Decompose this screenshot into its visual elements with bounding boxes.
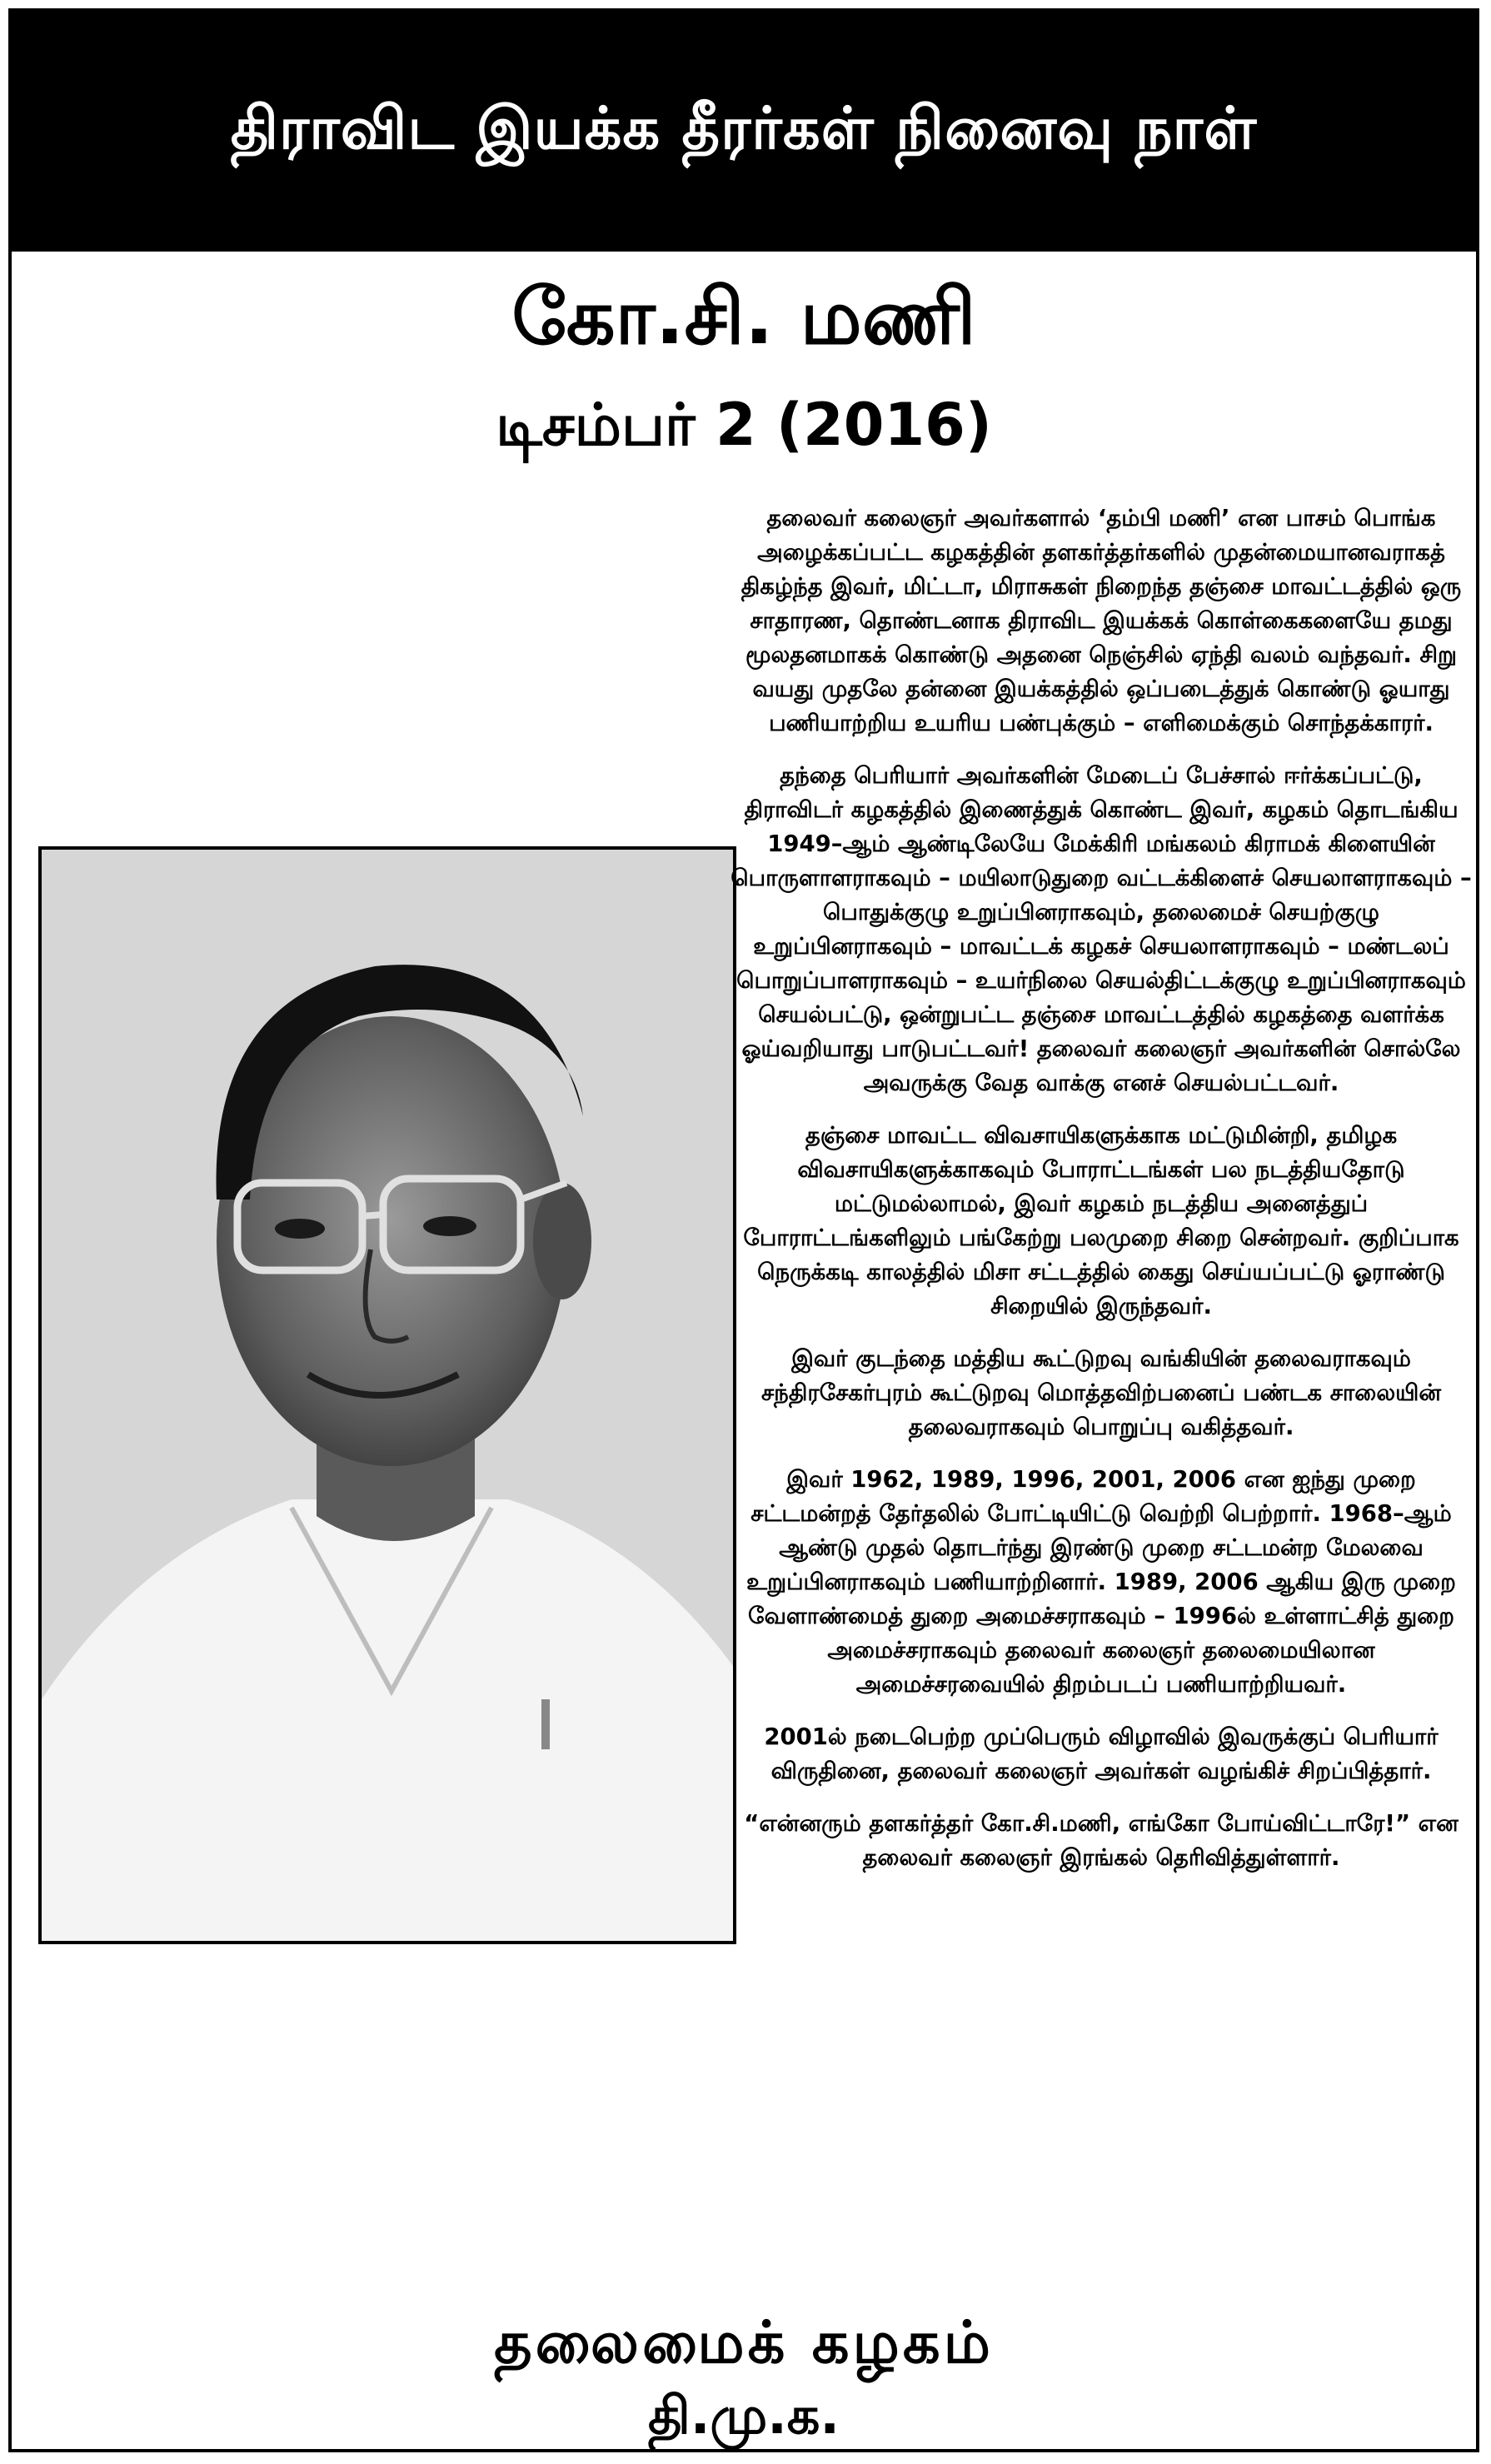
portrait-illustration (42, 850, 733, 1941)
portrait-photo (38, 846, 736, 1944)
paragraph: தந்தை பெரியார் அவர்களின் மேடைப் பேச்சால் ஈர்க்கப்பட்டு, திராவிடர் கழகத்தில் இணைத்துக் கொண்ட இவர், கழகம் தொடங்கிய 1949–ஆம் ஆண்டிலேயே மேக்கிரி மங்கலம் கிராமக் கிளையின் பொருளாளராகவும் – மயிலாடுதுறை வட்டக்கிளைச் செயலாளராகவும் – பொதுக்குழு உறுப்பினராகவும், தலைமைச் செயற்குழு உறுப்பினராகவும் – மாவட்டக் கழகச் செயலாளராகவும் – மண்டலப் பொறுப்பாளராகவும் – உயர்நிலை செயல்திட்டக்குழு உறுப்பினராகவும் செயல்பட்டு, ஒன்றுபட்ட தஞ்சை மாவட்டத்தில் கழகத்தை வளர்க்க ஓய்வறியாது பாடுபட்டவர்! தலைவர் கலைஞர் அவர்களின் சொல்லே அவருக்கு வேத வாக்கு எனச் செயல்பட்டவர். (731, 762, 1472, 1096)
banner (12, 12, 1476, 252)
biography-text (730, 501, 1473, 1893)
paragraph: இவர் குடந்தை மத்திய கூட்டுறவு வங்கியின் தலைவராகவும் சந்திரசேகர்புரம் கூட்டுறவு மொத்தவிற்பனைப் பண்டக சாலையின் தலைவராகவும் பொறுப்பு வகித்தவர். (760, 1345, 1442, 1440)
paragraph: 2001ல் நடைபெற்ற முப்பெரும் விழாவில் இவருக்குப் பெரியார் விருதினை, தலைவர் கலைஞர் அவர்கள் வழங்கிச் சிறப்பித்தார். (764, 1723, 1439, 1784)
paragraph: இவர் 1962, 1989, 1996, 2001, 2006 என ஐந்து முறை சட்டமன்றத் தேர்தலில் போட்டியிட்டு வெற்றி பெற்றார். 1968–ஆம் ஆண்டு முதல் தொடர்ந்து இரண்டு முறை சட்டமன்ற மேலவை உறுப்பினராகவும் பணியாற்றினார். 1989, 2006 ஆகிய இரு முறை வேளாண்மைத் துறை அமைச்சராகவும் – 1996ல் உள்ளாட்சித் துறை அமைச்சராகவும் தலைவர் கலைஞர் தலைமையிலான அமைச்சரவையில் திறம்படப் பணியாற்றியவர். (746, 1466, 1456, 1698)
paragraph: தலைவர் கலைஞர் அவர்களால் ‘தம்பி மணி’ என பாசம் பொங்க அழைக்கப்பட்ட கழகத்தின் தளகர்த்தர்களில் முதன்மையானவராகத் திகழ்ந்த இவர், மிட்டா, மிராசுகள் நிறைந்த தஞ்சை மாவட்டத்தில் ஒரு சாதாரண, தொண்டனாக திராவிட இயக்கக் கொள்கைகளையே தமது மூலதனமாகக் கொண்டு அதனை நெஞ்சில் ஏந்தி வலம் வந்தவர். சிறு வயது முதலே தன்னை இயக்கத்தில் ஒப்படைத்துக் கொண்டு ஓயாது பணியாற்றிய உயரிய பண்புக்கும் – எளிமைக்கும் சொந்தக்காரர். (741, 505, 1462, 736)
paragraph: “என்னரும் தளகர்த்தர் கோ.சி.மணி, எங்கோ போய்விட்டாரே!” என தலைவர் கலைஞர் இரங்கல் தெரிவித்துள்ளார். (744, 1810, 1459, 1871)
notice-frame (8, 8, 1479, 2452)
paragraph: தஞ்சை மாவட்ட விவசாயிகளுக்காக மட்டுமின்றி, தமிழக விவசாயிகளுக்காகவும் போராட்டங்கள் பல நடத்தியதோடு மட்டுமல்லாமல், இவர் கழகம் நடத்திய அனைத்துப் போராட்டங்களிலும் பங்கேற்று பலமுறை சிறை சென்றவர். குறிப்பாக நெருக்கடி காலத்தில் மிசா சட்டத்தில் கைது செய்யப்பட்டு ஓராண்டு சிறையில் இருந்தவர். (743, 1122, 1459, 1319)
person-name: கோ.சி. மணி (511, 272, 976, 362)
party-name: தி.மு.க. (648, 2385, 840, 2446)
memorial-date: டிசம்பர் 2 (2016) (496, 391, 992, 459)
banner-title: திராவிட இயக்க தீரர்கள் நினைவு நாள் (230, 93, 1258, 162)
issuer-name: தலைமைக் கழகம் (494, 2308, 994, 2377)
